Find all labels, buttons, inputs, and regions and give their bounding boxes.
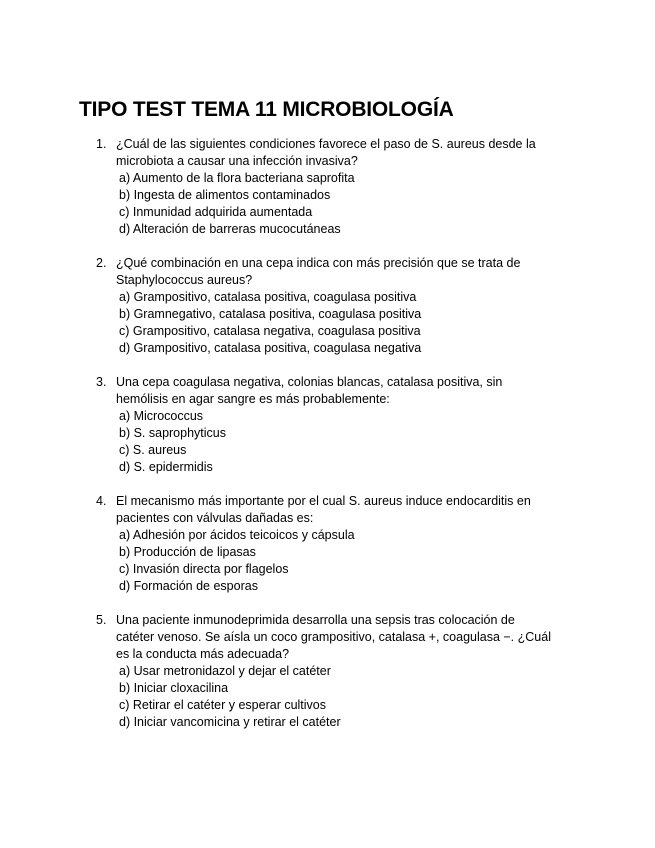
option-d: d) Iniciar vancomicina y retirar el catéter	[119, 715, 341, 729]
option-b: b) Gramnegativo, catalasa positiva, coagulasa positiva	[119, 307, 422, 321]
option-c: c) Invasión directa por flagelos	[119, 562, 289, 576]
option-list	[119, 289, 556, 357]
option-list	[119, 408, 556, 476]
option-a: a) Grampositivo, catalasa positiva, coagulasa positiva	[119, 290, 417, 304]
option-d: d) Formación de esporas	[119, 579, 258, 593]
option-b: b) Iniciar cloxacilina	[119, 681, 229, 695]
option-b: b) Producción de lipasas	[119, 545, 256, 559]
option-a: a) Usar metronidazol y dejar el catéter	[119, 664, 331, 678]
option-a: a) Micrococcus	[119, 409, 204, 423]
question-text: Una paciente inmunodeprimida desarrolla una sepsis tras colocación de catéter venoso. Se aísla un coco grampositivo, catalasa +, coagulasa −. ¿Cuál es la conducta más adecuada?	[116, 613, 551, 661]
option-list	[119, 527, 556, 595]
option-a: a) Aumento de la flora bacteriana saprofita	[119, 171, 355, 185]
option-d: d) S. epidermidis	[119, 460, 213, 474]
question-text: ¿Cuál de las siguientes condiciones favorece el paso de S. aureus desde la microbiota a causar una infección invasiva?	[116, 137, 536, 168]
question-number: 3.	[96, 375, 107, 389]
question-text: El mecanismo más importante por el cual S. aureus induce endocarditis en pacientes con válvulas dañadas es:	[116, 494, 531, 525]
page-title: TIPO TEST TEMA 11 MICROBIOLOGÍA	[79, 98, 454, 121]
option-d: d) Alteración de barreras mucocutáneas	[119, 222, 341, 236]
question-1	[0, 136, 556, 238]
question-number: 5.	[96, 613, 107, 627]
option-b: b) Ingesta de alimentos contaminados	[119, 188, 331, 202]
question-5	[0, 612, 556, 731]
question-list	[0, 136, 556, 748]
option-c: c) Grampositivo, catalasa negativa, coagulasa positiva	[119, 324, 421, 338]
option-d: d) Grampositivo, catalasa positiva, coagulasa negativa	[119, 341, 422, 355]
option-c: c) S. aureus	[119, 443, 187, 457]
question-number: 1.	[96, 137, 107, 151]
question-number: 4.	[96, 494, 107, 508]
option-list	[119, 663, 556, 731]
question-text: ¿Qué combinación en una cepa indica con más precisión que se trata de Staphylococcus aureus?	[116, 256, 521, 287]
question-number: 2.	[96, 256, 107, 270]
question-text: Una cepa coagulasa negativa, colonias blancas, catalasa positiva, sin hemólisis en agar sangre es más probablemente:	[116, 375, 503, 406]
question-2	[0, 255, 556, 357]
option-b: b) S. saprophyticus	[119, 426, 226, 440]
question-3	[0, 374, 556, 476]
option-c: c) Retirar el catéter y esperar cultivos	[119, 698, 327, 712]
question-4	[0, 493, 556, 595]
option-c: c) Inmunidad adquirida aumentada	[119, 205, 313, 219]
option-list	[119, 170, 556, 238]
option-a: a) Adhesión por ácidos teicoicos y cápsula	[119, 528, 355, 542]
